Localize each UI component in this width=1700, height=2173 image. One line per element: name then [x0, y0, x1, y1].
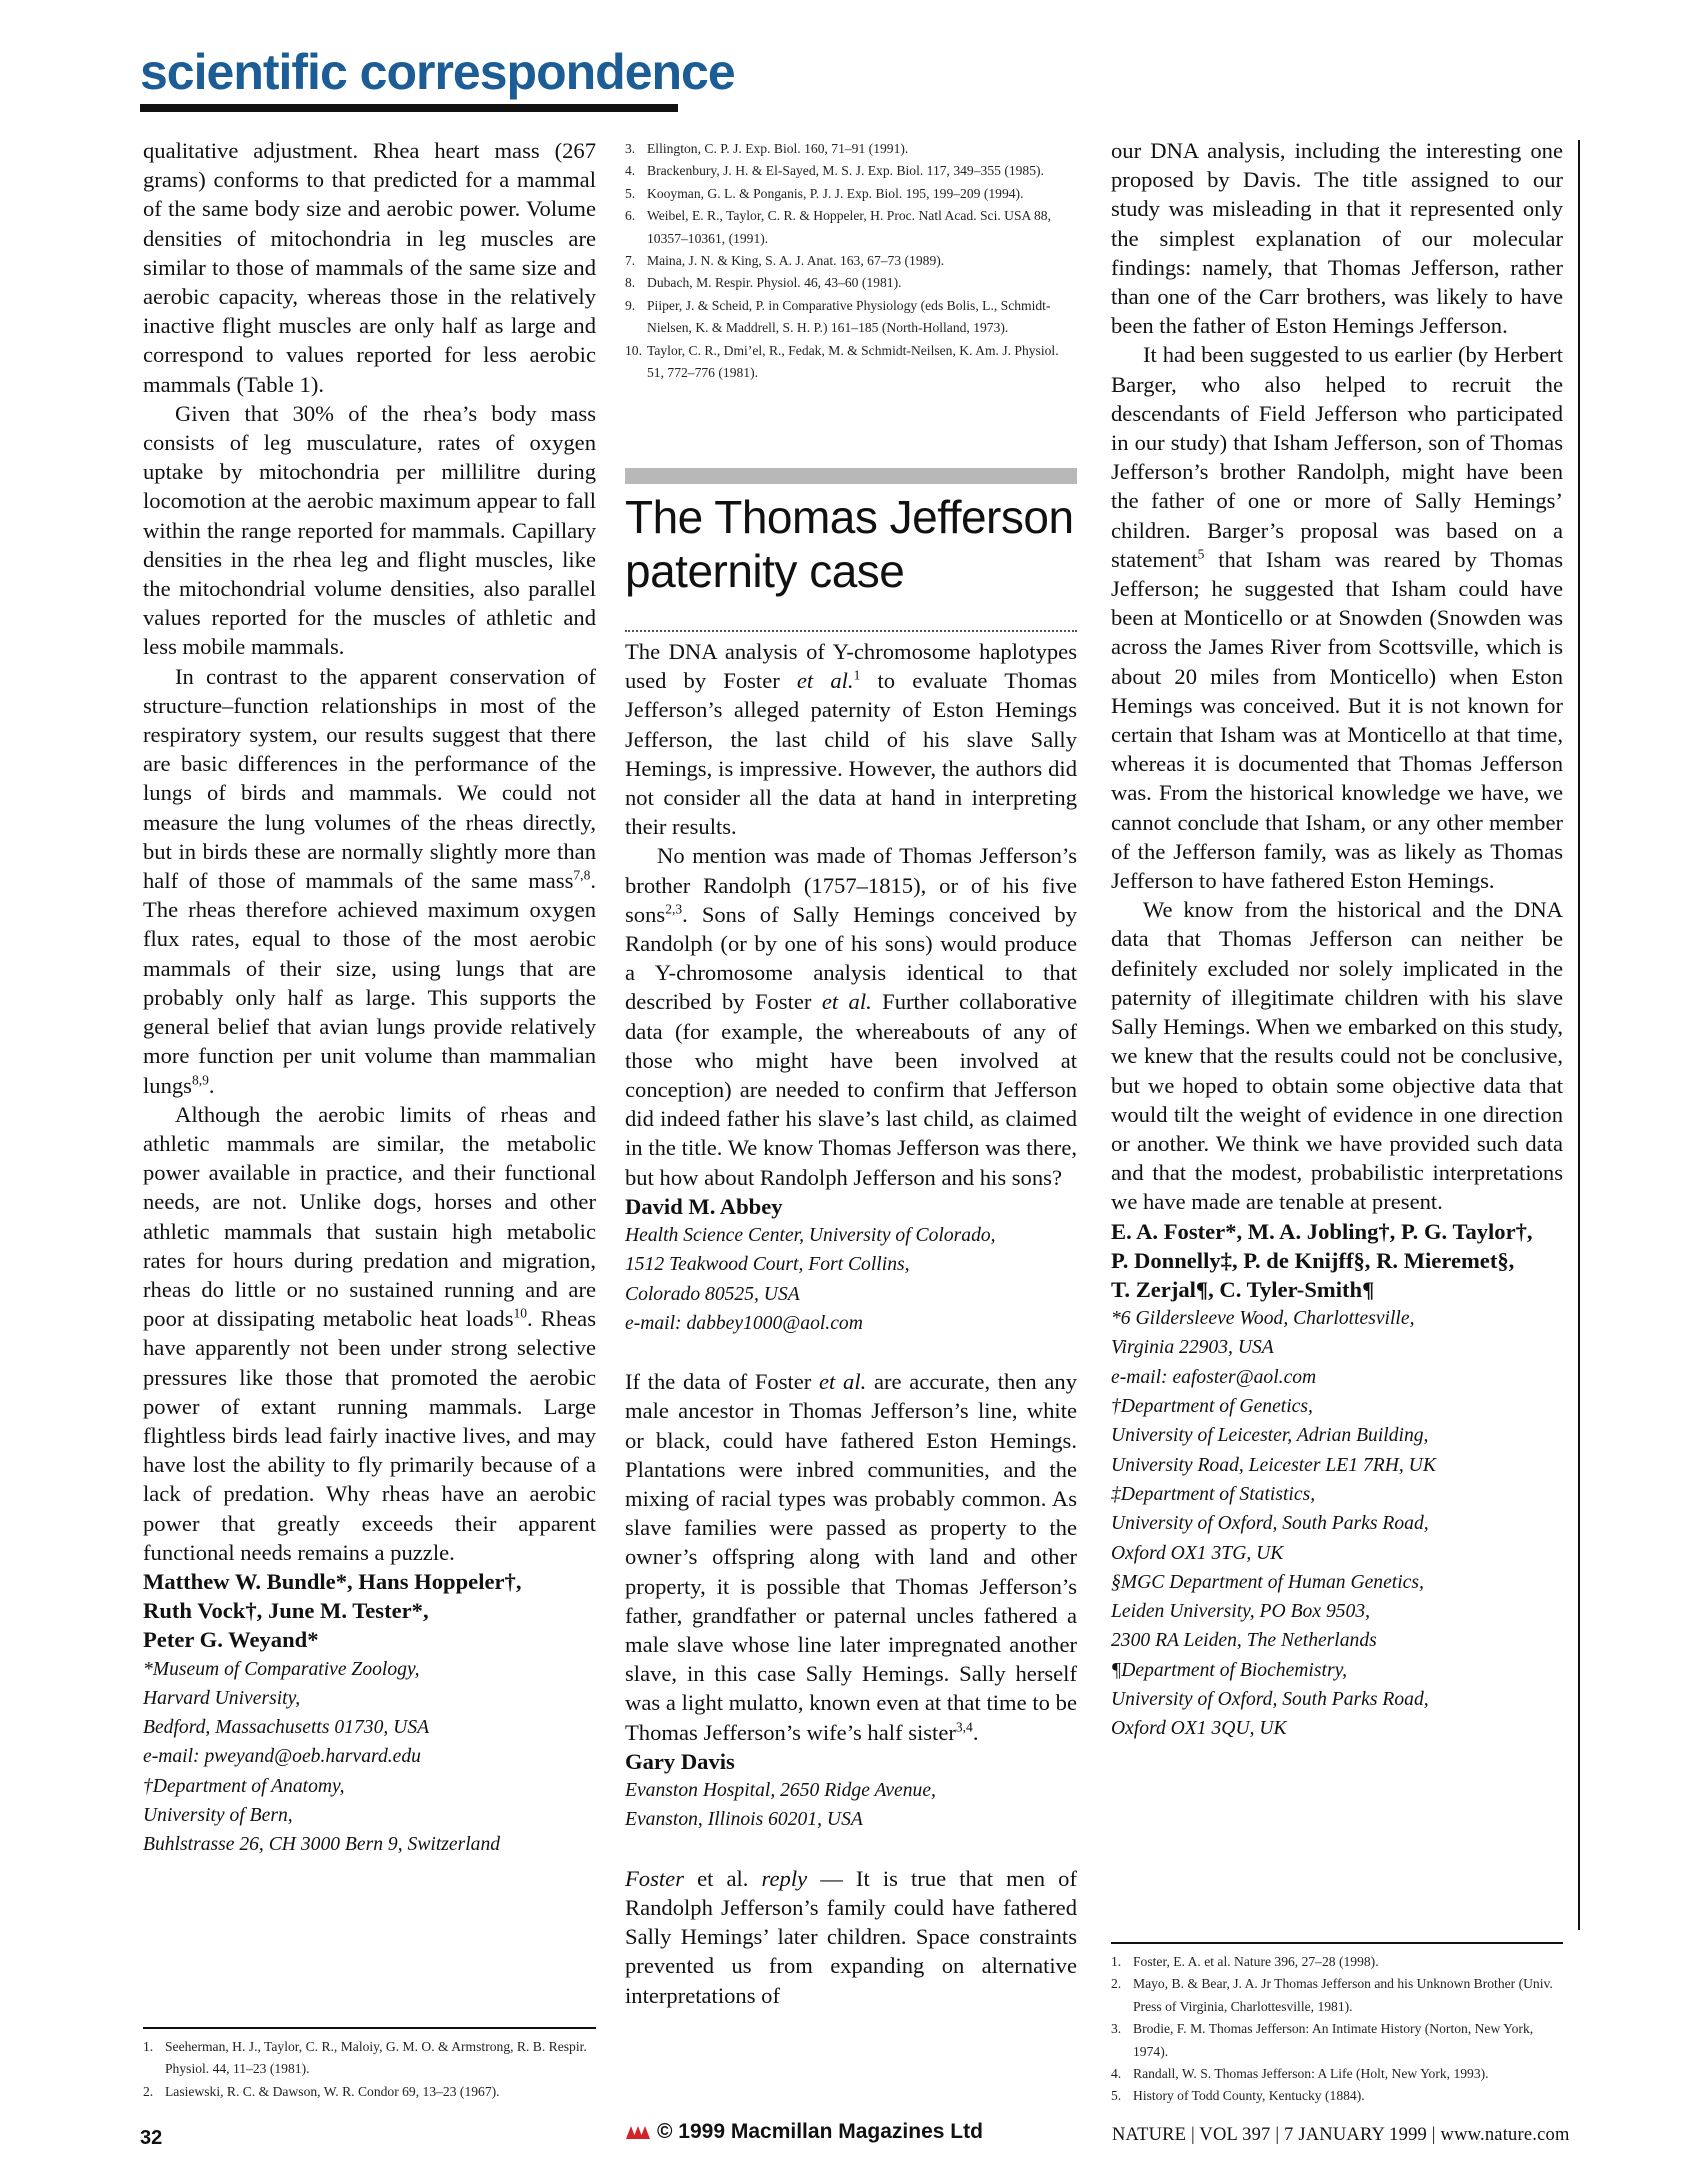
- byline-line: Matthew W. Bundle*, Hans Hoppeler†,: [143, 1568, 522, 1594]
- paragraph: If the data of Foster et al. are accurate, then any male ancestor in Thomas Jefferson’s line, white or black, could have fathered Eston Hemings. Plantations were inbred communities, and the mixing of racial types was probably common. As slave families were passed as property to the owner’s offspring along with land and other property, it is possible that Thomas Jefferson’s father, grandfather or paternal uncles fathered a male slave whose line later impregnated another slave, in this case Sally Hemings. Sally herself was a light mulatto, known even at that time to be Thomas Jefferson’s wife’s half sister$^{3,4}$.: [625, 1369, 1077, 1745]
- paragraph: [143, 1100, 596, 1567]
- text-run: . The rheas therefore achieved maximum oxygen flux rates, equal to those of the most aerobic mammals of their size, using lungs that are probably only half as large. This supports the general belief that avian lungs provide relatively more function per unit volume than mammalian lungs: [143, 868, 596, 1098]
- paragraph: qualitative adjustment. Rhea heart mass (267 grams) conforms to that predicted for a mammal of the same body size and aerobic power. Volume densities of mitochondria in leg muscles are similar to those of mammals of the same size and aerobic capacity, whereas those in the relatively inactive flight muscles are only half as large and correspond to values reported for less aerobic mammals (Table 1).: [143, 138, 596, 397]
- affiliation-line: Evanston Hospital, 2650 Ridge Avenue,: [625, 1780, 936, 1802]
- affiliation-line: Oxford OX1 3QU, UK: [1111, 1718, 1287, 1740]
- reference-item: 3. Brodie, F. M. Thomas Jefferson: An Intimate History (Norton, New York, 1974).: [1111, 2021, 1534, 2059]
- affiliation-line: Virginia 22903, USA: [1111, 1337, 1274, 1359]
- affiliation-line: University of Oxford, South Parks Road,: [1111, 1513, 1429, 1535]
- citation-sup: 10: [513, 1305, 528, 1321]
- reference-item: 1. Foster, E. A. et al. Nature 396, 27–28 (1998).: [1111, 1954, 1379, 1969]
- affiliation-line: †Department of Anatomy,: [143, 1775, 345, 1797]
- affiliation-line: ‡Department of Statistics,: [1111, 1483, 1316, 1505]
- paragraph: We know from the historical and the DNA data that Thomas Jefferson can neither be definitely excluded nor solely implicated in the paternity of illegitimate children with his slave Sally Hemings. When we embarked on this study, we knew that the results could not be conclusive, but we hoped to obtain some objective data that would tilt the weight of evidence in one direction or another. We think we have provided such data and that the modest, probabilistic interpretations we have made are tenable at present.: [1111, 897, 1563, 1215]
- reference-item: 4. Brackenbury, J. H. & El-Sayed, M. S. J. Exp. Biol. 117, 349–355 (1985).: [625, 163, 1044, 179]
- reference-item: 10. Taylor, C. R., Dmi’el, R., Fedak, M. & Schmidt-Neilsen, K. Am. J. Physiol. 51, 772–776 (1981).: [625, 342, 1059, 381]
- citation-sup: 5: [1197, 546, 1205, 562]
- citation-sup: 2,3: [665, 901, 683, 917]
- paragraph: The DNA analysis of Y-chromosome haplotypes used by Foster et al.$^1$ to evaluate Thomas Jefferson’s alleged paternity of Eston Hemings Jefferson, the last child of his slave Sally Hemings, is impressive. However, the authors did not consider all the data at hand in interpreting their results.: [625, 639, 1077, 840]
- byline-line: Ruth Vock†, June M. Tester*,: [143, 1598, 429, 1624]
- header-rule: [140, 104, 678, 112]
- references-col2: [625, 138, 1077, 384]
- affiliation-line: Bedford, Massachusetts 01730, USA: [143, 1717, 430, 1739]
- affiliation-line: Leiden University, PO Box 9503,: [1111, 1601, 1371, 1623]
- affiliation-email[interactable]: e-mail: pweyand@oeb.harvard.edu: [143, 1746, 421, 1768]
- affiliation-line: 2300 RA Leiden, The Netherlands: [1111, 1630, 1377, 1652]
- affiliation-line: Health Science Center, University of Colorado,: [625, 1225, 996, 1247]
- reference-item: 8. Dubach, M. Respir. Physiol. 46, 43–60 (1981).: [625, 275, 902, 291]
- copyright-line: [625, 2120, 983, 2144]
- byline-line: E. A. Foster*, M. A. Jobling†, P. G. Taylor†,: [1111, 1218, 1533, 1244]
- column-divider: [1578, 140, 1580, 1930]
- citation-sup: 8,9: [191, 1071, 209, 1087]
- paragraph: Given that 30% of the rhea’s body mass consists of leg musculature, rates of oxygen uptake by mitochondria per millilitre during locomotion at the aerobic maximum appear to fall within the range reported for mammals. Capillary densities in the rhea leg and flight muscles, like the mitochondrial volume densities, also parallel values reported for the muscles of athletic and less mobile mammals.: [143, 400, 596, 660]
- references-col3: [1111, 1942, 1563, 2108]
- citation-sup: 3,4: [955, 1719, 973, 1735]
- paragraph: our DNA analysis, including the interesting one proposed by Davis. The title assigned to our study was misleading in that it represented only the simplest explanation of our molecular findings: namely, that Thomas Jefferson, rather than one of the Carr brothers, was likely to have been the father of Eston Hemings Jefferson.: [1111, 138, 1563, 339]
- affiliation-email[interactable]: e-mail: dabbey1000@aol.com: [625, 1312, 863, 1334]
- byline-line: T. Zerjal¶, C. Tyler-Smith¶: [1111, 1276, 1375, 1302]
- reference-item: 7. Maina, J. N. & King, S. A. J. Anat. 163, 67–73 (1989).: [625, 253, 945, 269]
- affiliation-line: Oxford OX1 3TG, UK: [1111, 1542, 1284, 1564]
- reference-item: 5. History of Todd County, Kentucky (1884).: [1111, 2088, 1365, 2104]
- text-run: In contrast to the apparent conservation of structure–function relationships in most of the respiratory system, our results suggest that there are basic differences in the performance of the lungs of birds and mammals. We could not measure the lung volumes of the rheas directly, but in birds these are normally slightly more than half of those of mammals of the same mass: [143, 663, 596, 894]
- affiliation-line: Evanston, Illinois 60201, USA: [625, 1809, 863, 1831]
- reference-item: 3. Ellington, C. P. J. Exp. Biol. 160, 71–91 (1991).: [625, 141, 909, 156]
- section-bar: [625, 468, 1077, 484]
- paragraph: Foster et al. reply — It is true that men of Randolph Jefferson’s family could have fathered Sally Hemings’ later children. Space constraints prevented us from expanding on alternative interpretations of: [625, 1865, 1077, 2008]
- macmillan-logo-icon: [625, 2123, 651, 2141]
- spacer: [625, 1338, 1077, 1367]
- affiliation-line: §MGC Department of Human Genetics,: [1111, 1571, 1424, 1593]
- reference-item: 4. Randall, W. S. Thomas Jefferson: A Life (Holt, New York, 1993).: [1111, 2066, 1489, 2082]
- affiliation-line: *Museum of Comparative Zoology,: [143, 1658, 420, 1680]
- reference-item: 1. Seeherman, H. J., Taylor, C. R., Maloiy, G. M. O. & Armstrong, R. B. Respir. Physiol. 44, 11–23 (1981).: [143, 2039, 587, 2077]
- column-2: [625, 637, 1077, 2010]
- paragraph: No mention was made of Thomas Jefferson’s brother Randolph (1757–1815), or of his five sons$^{2,3}$. Sons of Sally Hemings conceived by Randolph (or by one of his sons) would produce a Y-chromosome analysis identical to that described by Foster et al. Further collaborative data (for example, the whereabouts of any of those who might have been involved at conception) are needed to confirm that Jefferson did indeed father his slave’s last child, as claimed in the title. We know Thomas Jefferson was there, but how about Randolph Jefferson and his sons?: [625, 843, 1077, 1190]
- reference-item: 6. Weibel, E. R., Taylor, C. R. & Hoppeler, H. Proc. Natl Acad. Sci. USA 88, 10357–10361, (1991).: [625, 208, 1052, 246]
- column-3: [1111, 136, 1563, 1744]
- journal-info: NATURE | VOL 397 | 7 JANUARY 1999 | www.nature.com: [1112, 2125, 1570, 2145]
- title-divider: [625, 630, 1077, 632]
- text-run: Although the aerobic limits of rheas and athletic mammals are similar, the metabolic power available in practice, and their functional needs, are not. Unlike dogs, horses and other athletic mammals that sustain high metabolic rates for hours during predation and migration, rheas do little or no sustained running and are poor at dissipating metabolic heat loads: [143, 1101, 596, 1332]
- citation-sup: 1: [853, 667, 861, 683]
- references-col1: [143, 2027, 596, 2103]
- affiliation-line: *6 Gildersleeve Wood, Charlottesville,: [1111, 1308, 1415, 1330]
- affiliation-line: Colorado 80525, USA: [625, 1283, 800, 1305]
- affiliation-line: University of Bern,: [143, 1805, 293, 1827]
- citation-sup: 7,8: [573, 867, 591, 883]
- affiliation-line: ¶Department of Biochemistry,: [1111, 1659, 1348, 1681]
- author-name: David M. Abbey: [625, 1193, 783, 1219]
- page-number: 32: [140, 2127, 163, 2149]
- reference-item: 2. Mayo, B. & Bear, J. A. Jr Thomas Jefferson and his Unknown Brother (Univ. Press of Virginia, Charlottesville, 1981).: [1111, 1976, 1553, 2014]
- text-run: .: [208, 1072, 215, 1098]
- spacer: [625, 1835, 1077, 1864]
- paragraph: [143, 662, 596, 1100]
- affiliation-line: University of Leicester, Adrian Building,: [1111, 1425, 1429, 1447]
- reference-item: 2. Lasiewski, R. C. & Dawson, W. R. Condor 69, 13–23 (1967).: [143, 2083, 500, 2099]
- reference-item: 9. Piiper, J. & Scheid, P. in Comparative Physiology (eds Bolis, L., Schmidt-Nielsen, K. & Maddrell, S. H. P.) 161–185 (North-Holland, 1973).: [625, 297, 1051, 336]
- paragraph: It had been suggested to us earlier (by Herbert Barger, who also helped to recruit the descendants of Field Jefferson who participated in our study) that Isham Jefferson, son of Thomas Jefferson’s brother Randolph, might have been the father of one or more of Sally Hemings’ children. Barger’s proposal was based on a statement$^5$ that Isham was reared by Thomas Jefferson; he suggested that Isham could have been at Monticello or at Snowden (Snowden was across the James River from Scottsville, which is about 20 miles from Monticello) when Eston Hemings was conceived. But it is not known for certain that Isham was at Monticello at that time, whereas it is documented that Thomas Jefferson was. From the historical knowledge we have, we cannot conclude that Isham, or any other member of the Jefferson family, was as likely as Thomas Jefferson to have fathered Eston Hemings.: [1111, 342, 1563, 894]
- section-header: scientific correspondence: [140, 44, 735, 100]
- column-1: [143, 136, 596, 1860]
- affiliation-line: 1512 Teakwood Court, Fort Collins,: [625, 1254, 910, 1276]
- article-title: The Thomas Jefferson paternity case: [625, 491, 1074, 597]
- byline-line: P. Donnelly‡, P. de Knijff§, R. Mieremet§,: [1111, 1247, 1515, 1273]
- affiliation-line: Buhlstrasse 26, CH 3000 Bern 9, Switzerland: [143, 1834, 501, 1856]
- text-run: . Rheas have apparently not been under strong selective pressures like those that promoted the aerobic power of extant running mammals. Large flightless birds lead fairly inactive lives, and may have lost the ability to fly primarily because of a lack of predation. Why rheas have an aerobic power that greatly exceeds their apparent functional needs remains a puzzle.: [143, 1306, 597, 1565]
- affiliation-line: Harvard University,: [143, 1687, 301, 1709]
- affiliation-line: University of Oxford, South Parks Road,: [1111, 1688, 1429, 1710]
- affiliation-line: University Road, Leicester LE1 7RH, UK: [1111, 1454, 1436, 1476]
- byline-line: Peter G. Weyand*: [143, 1627, 319, 1653]
- affiliation-line: †Department of Genetics,: [1111, 1396, 1313, 1418]
- copyright-text: © 1999 Macmillan Magazines Ltd: [657, 2120, 983, 2143]
- affiliation-email[interactable]: e-mail: eafoster@aol.com: [1111, 1366, 1317, 1388]
- author-name: Gary Davis: [625, 1748, 735, 1774]
- reference-item: 5. Kooyman, G. L. & Ponganis, P. J. J. Exp. Biol. 195, 199–209 (1994).: [625, 185, 1024, 201]
